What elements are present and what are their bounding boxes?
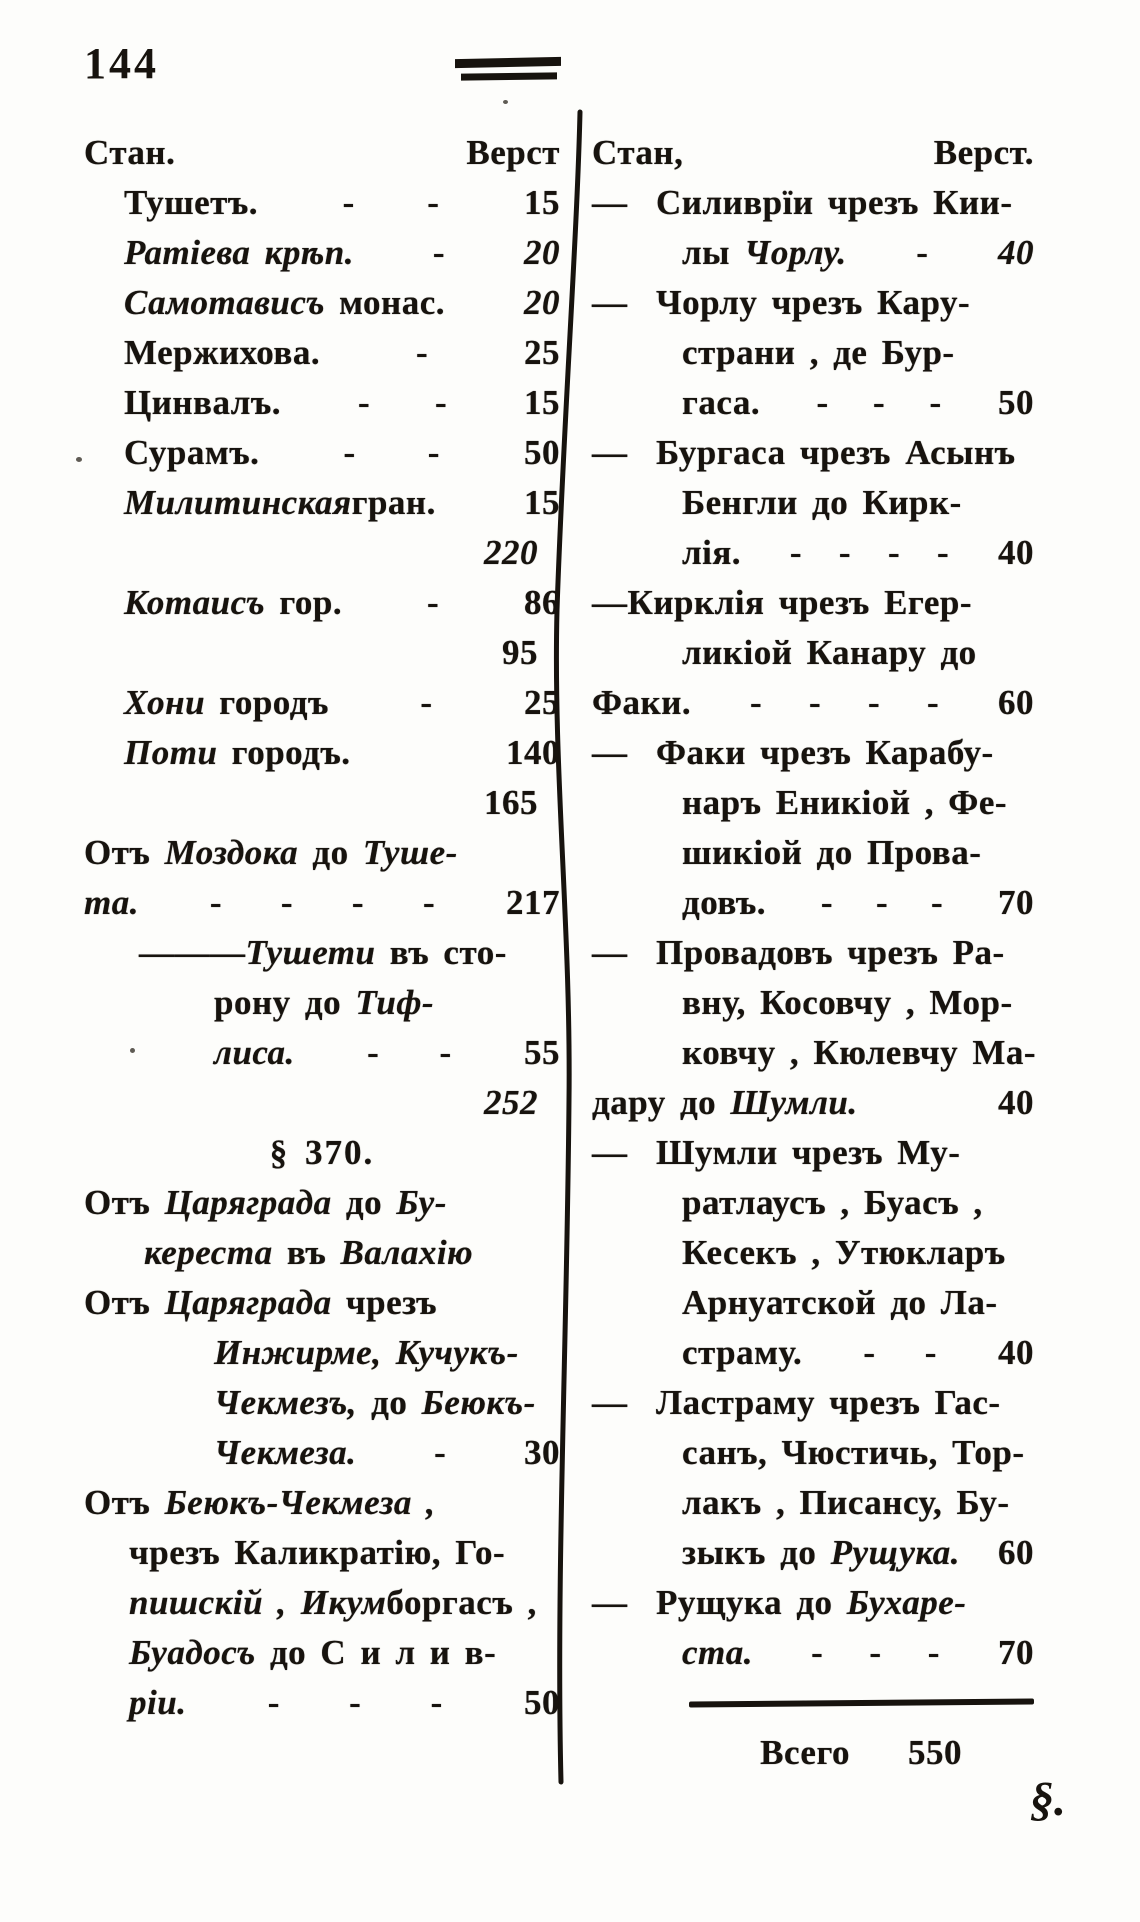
- station-text: Бенгли до Кирк-: [682, 483, 962, 522]
- route-row: [592, 1328, 1034, 1378]
- route-row: [84, 328, 560, 378]
- versts-value: 15: [524, 383, 560, 422]
- leader-dash: -: [367, 1033, 380, 1072]
- versts-value: 25: [524, 683, 560, 722]
- route-row: [592, 478, 1034, 528]
- leader-dash: -: [927, 683, 940, 722]
- leader-dash: -: [349, 1683, 362, 1722]
- station-text: Бухаре-: [846, 1583, 967, 1622]
- route-row: [592, 1428, 1034, 1478]
- leader-dashes: [753, 1628, 998, 1678]
- sum-rule-bar: [689, 1698, 1034, 1707]
- station-text: страму.: [682, 1333, 803, 1372]
- route-row: [84, 1678, 560, 1728]
- route-row: [84, 1478, 560, 1528]
- station-text: Отъ: [84, 1283, 165, 1322]
- route-row: [592, 878, 1034, 928]
- route-row: [592, 1628, 1034, 1678]
- station-text: въ сто-: [375, 933, 507, 972]
- leader-dash: -: [267, 1683, 280, 1722]
- leader-dash: -: [343, 433, 356, 472]
- station-text: Рущука.: [830, 1533, 960, 1572]
- versts-value: 55: [524, 1033, 560, 1072]
- station-text: Ратіева крѣп.: [124, 233, 354, 272]
- leader-dash: -: [924, 1333, 937, 1372]
- left-column: [84, 128, 560, 1728]
- station-text: Поти: [124, 733, 218, 772]
- right-column: [592, 128, 1037, 1778]
- station-text: Моздока: [164, 833, 299, 872]
- station-text: — Силиврїи чрезъ Кии-: [592, 183, 1013, 222]
- route-row: [592, 1178, 1034, 1228]
- route-row: [592, 228, 1034, 278]
- versts-value: 95: [502, 633, 538, 672]
- leader-dash: -: [820, 883, 834, 922]
- versts-value: 20: [524, 283, 560, 322]
- station-text: монас.: [324, 283, 445, 322]
- leader-dashes: [329, 678, 524, 728]
- route-row: [84, 1178, 560, 1228]
- leader-dashes: [847, 228, 998, 278]
- leader-dashes: [760, 378, 998, 428]
- route-row: [84, 1378, 560, 1428]
- route-row: [592, 528, 1034, 578]
- leader-dash: -: [434, 1433, 447, 1472]
- leader-dashes: [139, 878, 506, 928]
- route-row: [84, 728, 560, 778]
- leader-dash: -: [838, 533, 852, 572]
- ink-speck: [76, 457, 82, 462]
- route-row: [592, 828, 1034, 878]
- route-row: [592, 1028, 1037, 1078]
- subtotal-row: [84, 778, 560, 828]
- versts-column-label: Верст.: [933, 133, 1034, 172]
- page-number: 144: [84, 39, 159, 88]
- leader-dashes: [259, 428, 524, 478]
- station-text: Сурамъ.: [124, 433, 260, 472]
- leader-dash: -: [422, 883, 436, 922]
- leader-dash: -: [868, 683, 881, 722]
- route-row: [84, 1578, 560, 1628]
- leader-dashes: [320, 328, 524, 378]
- subtotal-row: [84, 528, 560, 578]
- station-text: — Провадовъ чрезъ Ра-: [592, 933, 1005, 972]
- station-text: гор.: [265, 583, 343, 622]
- station-text: гаса.: [682, 383, 761, 422]
- section-heading: [84, 1128, 560, 1178]
- route-row: [592, 1228, 1034, 1278]
- leader-dash: -: [863, 1333, 876, 1372]
- left-column-rows: [84, 178, 560, 1728]
- versts-value: 60: [998, 1533, 1034, 1572]
- station-text: дару до: [592, 1083, 731, 1122]
- station-text: городъ.: [217, 733, 351, 772]
- route-row: [84, 828, 560, 878]
- station-text: шикіой до Прова-: [682, 833, 982, 872]
- leader-dash: -: [280, 883, 294, 922]
- station-text: до: [331, 1183, 397, 1222]
- station-text: Факи.: [592, 683, 692, 722]
- leader-dashes: [691, 678, 998, 728]
- leader-dashes: [186, 1678, 524, 1728]
- station-column-label: Стан.: [84, 133, 176, 172]
- route-row: [592, 1578, 1034, 1628]
- leader-dash: -: [916, 233, 929, 272]
- leader-dash: -: [434, 383, 448, 422]
- route-row: [84, 1028, 560, 1078]
- versts-value: 25: [524, 333, 560, 372]
- station-text: городъ: [205, 683, 329, 722]
- station-text: Мержихова.: [124, 333, 321, 372]
- leader-dash: -: [927, 1633, 940, 1672]
- station-text: Беюкъ-: [421, 1383, 536, 1422]
- route-row: [84, 428, 560, 478]
- ink-speck: [130, 1048, 135, 1053]
- station-text: въ: [272, 1233, 341, 1272]
- subtotal-row: [84, 1078, 560, 1128]
- column-header: [592, 128, 1034, 178]
- station-text: гран.: [351, 483, 436, 522]
- station-text: до: [356, 1383, 422, 1422]
- versts-value: 50: [524, 433, 560, 472]
- versts-value: 50: [524, 1683, 560, 1722]
- station-text: вну, Косовчу , Мор-: [682, 983, 1013, 1022]
- route-row: [84, 928, 560, 978]
- versts-column-label: Верст: [466, 133, 560, 172]
- route-row: [84, 678, 560, 728]
- leader-dash: -: [415, 333, 429, 372]
- station-text: — Факи чрезъ Карабу-: [592, 733, 994, 772]
- leader-dash: -: [869, 1633, 882, 1672]
- versts-value: 70: [998, 883, 1034, 922]
- subtotal-row: [84, 628, 560, 678]
- leader-dashes: [281, 378, 524, 428]
- station-text: Шумли.: [730, 1083, 858, 1122]
- versts-value: 252: [484, 1083, 538, 1122]
- versts-value: 40: [998, 1083, 1034, 1122]
- route-row: [592, 978, 1034, 1028]
- versts-value: 550: [908, 1733, 962, 1772]
- leader-dashes: [295, 1028, 524, 1078]
- station-text: та.: [84, 883, 139, 922]
- station-text: Чорлу.: [744, 233, 847, 272]
- leader-dash: -: [439, 1033, 452, 1072]
- route-row: [84, 978, 560, 1028]
- station-text: рону до: [214, 983, 356, 1022]
- versts-value: 220: [484, 533, 538, 572]
- station-text: Царяграда: [164, 1283, 332, 1322]
- leader-dash: -: [816, 383, 829, 422]
- route-row: [592, 1478, 1034, 1528]
- station-text: Хони: [124, 683, 206, 722]
- station-text: чрезъ Каликратію, Го-: [129, 1533, 506, 1572]
- route-row: [592, 578, 1034, 628]
- station-text: зыкъ до: [682, 1533, 831, 1572]
- station-text: боргасъ ,: [386, 1583, 537, 1622]
- station-text: Инжирме, Кучукъ-: [214, 1333, 519, 1372]
- station-text: до: [298, 833, 363, 872]
- route-row: [592, 278, 1034, 328]
- station-text: Тушети: [245, 933, 376, 972]
- station-text: чрезъ: [331, 1283, 438, 1322]
- leader-dash: -: [430, 1683, 443, 1722]
- route-row: [84, 228, 560, 278]
- versts-value: 217: [506, 883, 560, 922]
- route-row: [84, 178, 560, 228]
- versts-value: 70: [998, 1633, 1034, 1672]
- route-row: [84, 378, 560, 428]
- leader-dashes: [356, 1428, 524, 1478]
- station-text: Всего: [760, 1733, 850, 1772]
- station-text: Самотависъ: [124, 283, 325, 322]
- route-row: [84, 578, 560, 628]
- route-row: [592, 928, 1034, 978]
- route-row: [84, 278, 560, 328]
- route-row: [592, 778, 1034, 828]
- versts-value: 40: [998, 533, 1034, 572]
- station-text: лы: [682, 233, 745, 272]
- route-row: [84, 478, 560, 528]
- station-text: Тиф-: [355, 983, 435, 1022]
- station-text: — Ластраму чрезъ Гас-: [592, 1383, 1001, 1422]
- versts-value: 15: [524, 483, 560, 522]
- versts-value: 140: [506, 733, 560, 772]
- column-header: [84, 128, 560, 178]
- leader-dashes: [766, 878, 998, 928]
- route-row: [592, 1528, 1034, 1578]
- route-row: [84, 1278, 560, 1328]
- versts-value: 86: [524, 583, 560, 622]
- station-text: Чекмеза.: [214, 1433, 357, 1472]
- ornament-bar: [461, 72, 557, 80]
- station-text: Буадосъ: [129, 1633, 256, 1672]
- station-text: наръ Еникіой , Фе-: [682, 783, 1008, 822]
- header-rule-ornament: [455, 58, 561, 80]
- versts-value: 40: [998, 233, 1034, 272]
- route-row: [84, 1328, 560, 1378]
- total-row: [592, 1728, 1034, 1778]
- route-row: [84, 1528, 560, 1578]
- right-column-rows: [592, 178, 1037, 1778]
- leader-dash: -: [875, 883, 889, 922]
- versts-value: 20: [524, 233, 560, 272]
- leader-dash: -: [811, 1633, 824, 1672]
- route-row: [592, 178, 1034, 228]
- station-text: кереста: [144, 1233, 273, 1272]
- versts-value: 30: [524, 1433, 560, 1472]
- leader-dashes: [258, 178, 524, 228]
- ornament-bar: [455, 57, 561, 68]
- station-text: Котаисъ: [124, 583, 266, 622]
- station-text: Отъ: [84, 833, 165, 872]
- station-text: ратлаусъ , Буасъ ,: [682, 1183, 983, 1222]
- station-text: — Чорлу чрезъ Кару-: [592, 283, 971, 322]
- ink-speck: [503, 100, 508, 104]
- station-text: довъ.: [682, 883, 767, 922]
- leader-dash: -: [872, 383, 886, 422]
- station-text: — Бургаса чрезъ Асынъ: [592, 433, 1016, 472]
- station-text: Тушетъ.: [124, 183, 259, 222]
- route-row: [592, 628, 1034, 678]
- station-text: Цинвалъ.: [124, 383, 282, 422]
- leader-dashes: [741, 528, 998, 578]
- leader-dash: -: [750, 683, 763, 722]
- route-row: [84, 1228, 560, 1278]
- station-text: страни , де Бур-: [682, 333, 955, 372]
- station-text: пишскій , Икум: [129, 1583, 387, 1622]
- leader-dash: -: [809, 683, 822, 722]
- route-row: [592, 328, 1034, 378]
- station-text: ———: [139, 933, 246, 972]
- station-text: Царяграда: [164, 1183, 332, 1222]
- route-row: [592, 728, 1034, 778]
- leader-dash: -: [427, 433, 440, 472]
- station-text: ковчу , Кюлевчу Ма-: [682, 1033, 1037, 1072]
- leader-dash: -: [420, 683, 433, 722]
- leader-dashes: [802, 1328, 998, 1378]
- leader-dash: -: [342, 183, 355, 222]
- station-text: Отъ: [84, 1183, 165, 1222]
- leader-dash: -: [930, 883, 944, 922]
- leader-dashes: [342, 578, 524, 628]
- route-row: [592, 1078, 1034, 1128]
- station-text: —Кирклія чрезъ Егер-: [592, 583, 973, 622]
- leader-dash: -: [929, 383, 942, 422]
- leader-dash: -: [351, 883, 365, 922]
- versts-value: 40: [998, 1333, 1034, 1372]
- leader-dash: -: [789, 533, 803, 572]
- station-column-label: Стан,: [592, 133, 684, 172]
- route-row: [592, 378, 1034, 428]
- leader-dash: -: [887, 533, 901, 572]
- route-row: [592, 1278, 1034, 1328]
- station-text: ріи.: [129, 1683, 187, 1722]
- station-text: Милитинская: [124, 483, 352, 522]
- route-row: [84, 878, 560, 928]
- station-text: — Рущука до: [592, 1583, 847, 1622]
- leader-dash: -: [209, 883, 223, 922]
- station-text: Бу-: [396, 1183, 447, 1222]
- route-row: [592, 678, 1034, 728]
- station-text: Отъ: [84, 1483, 165, 1522]
- route-row: [84, 1428, 560, 1478]
- leader-dashes: [354, 228, 524, 278]
- station-text: лія.: [682, 533, 742, 572]
- route-row: [592, 1128, 1034, 1178]
- versts-value: 50: [998, 383, 1034, 422]
- station-text: Арнуатской до Ла-: [682, 1283, 998, 1322]
- leader-dash: -: [432, 233, 446, 272]
- leader-dash: -: [427, 183, 440, 222]
- sum-rule: [592, 1678, 1034, 1728]
- station-text: Кесекъ , Утюкларъ: [682, 1233, 1006, 1272]
- leader-dash: -: [357, 383, 371, 422]
- versts-value: 60: [998, 683, 1034, 722]
- route-row: [592, 428, 1034, 478]
- station-text: — Шумли чрезъ Му-: [592, 1133, 961, 1172]
- station-text: лиса.: [214, 1033, 295, 1072]
- route-row: [84, 1628, 560, 1678]
- route-row: [592, 1378, 1034, 1428]
- station-text: ликіой Канару до: [682, 633, 977, 672]
- catchword: §.: [1030, 1773, 1066, 1826]
- station-text: Туше-: [362, 833, 458, 872]
- versts-value: 165: [484, 783, 538, 822]
- station-text: до С и л и в-: [255, 1633, 497, 1672]
- station-text: § 370.: [269, 1133, 375, 1172]
- leader-dash: -: [936, 533, 950, 572]
- leader-dash: -: [426, 583, 440, 622]
- station-text: Чекмезъ,: [214, 1383, 357, 1422]
- station-text: Валахію: [340, 1233, 474, 1272]
- station-text: Беюкъ-Чекмеза ,: [164, 1483, 436, 1522]
- station-text: ста.: [682, 1633, 754, 1672]
- station-text: санъ, Чюстичь, Тор-: [682, 1433, 1025, 1472]
- station-text: лакъ , Писансу, Бу-: [682, 1483, 1010, 1522]
- versts-value: 15: [524, 183, 560, 222]
